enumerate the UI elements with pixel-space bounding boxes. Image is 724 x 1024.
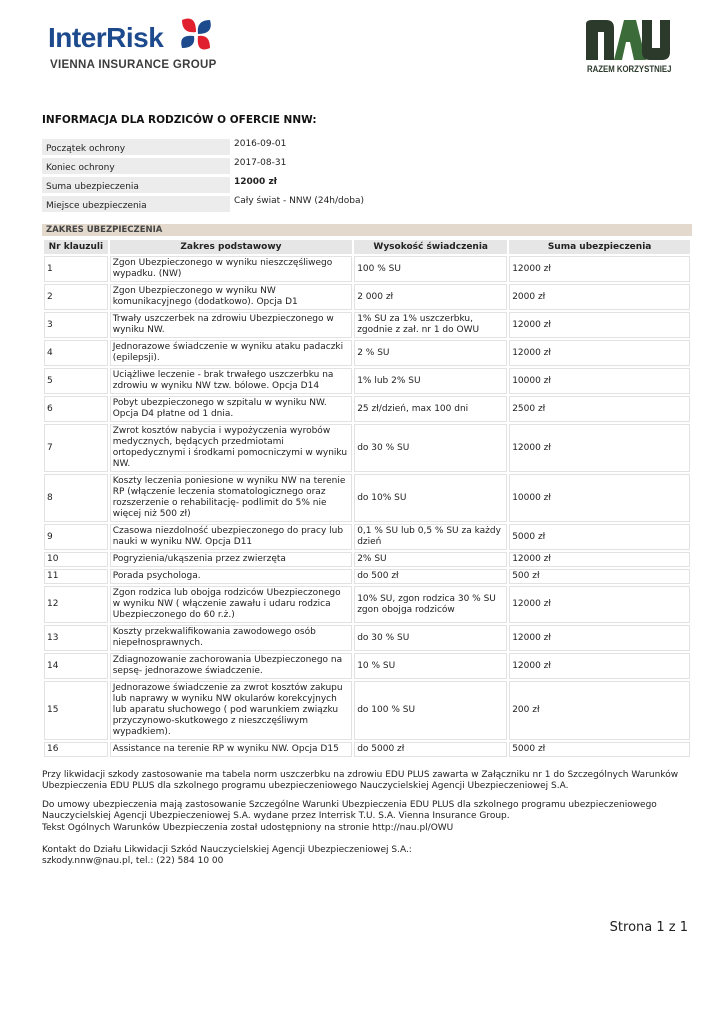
table-row [44, 569, 690, 584]
cell-benefit: 25 zł/dzień, max 100 dni [354, 396, 507, 422]
table-row [44, 284, 690, 310]
cell-nr: 1 [44, 256, 108, 282]
info-label: Miejsce ubezpieczenia [42, 196, 230, 212]
note-paragraph [42, 800, 692, 834]
info-row-sum [42, 175, 364, 194]
cell-benefit: 2 000 zł [354, 284, 507, 310]
info-label: Koniec ochrony [42, 158, 230, 174]
info-label: Początek ochrony [42, 139, 230, 155]
table-row [44, 742, 690, 757]
cell-nr: 5 [44, 368, 108, 394]
cell-sum: 12000 zł [509, 586, 690, 623]
cell-benefit: 10 % SU [354, 653, 507, 679]
column-header: Wysokość świadczenia [354, 240, 507, 254]
table-row [44, 625, 690, 651]
cell-nr: 2 [44, 284, 108, 310]
cell-benefit: do 5000 zł [354, 742, 507, 757]
cell-scope: Zwrot kosztów nabycia i wypożyczenia wyrobów medycznych, będących przedmiotami ortopedycznymi i środkami pomocniczymi w wyniku NW. [110, 424, 352, 472]
nau-logo-icon [584, 18, 672, 62]
cell-benefit: do 30 % SU [354, 424, 507, 472]
info-label: Suma ubezpieczenia [42, 177, 230, 193]
cell-scope: Zgon Ubezpieczonego w wyniku NW komunikacyjnego (dodatkowo). Opcja D1 [110, 284, 352, 310]
cell-scope: Zgon Ubezpieczonego w wyniku nieszczęśliwego wypadku. (NW) [110, 256, 352, 282]
contact-block [42, 845, 692, 868]
section-header: ZAKRES UBEZPIECZENIA [42, 224, 692, 236]
table-row [44, 474, 690, 522]
info-value: 2017-08-31 [234, 158, 287, 168]
interrisk-logo [46, 14, 216, 76]
cell-scope: Jednorazowe świadczenie za zwrot kosztów zakupu lub naprawy w wyniku NW okularów korekcyjnych lub aparatu słuchowego ( pod warunkiem związku przyczynowo-skutkowego z nieszczęśliwym wypadkiem). [110, 681, 352, 740]
interrisk-subtitle: VIENNA INSURANCE GROUP [50, 59, 217, 71]
cell-scope: Pogryzienia/ukąszenia przez zwierzęta [110, 552, 352, 567]
cell-sum: 5000 zł [509, 742, 690, 757]
cell-sum: 5000 zł [509, 524, 690, 550]
contact-title: Kontakt do Działu Likwidacji Szkód Nauczycielskiej Agencji Ubezpieczeniowej S.A.: [42, 845, 412, 856]
interrisk-brand: InterRisk [48, 22, 164, 53]
cell-nr: 12 [44, 586, 108, 623]
nau-tagline: RAZEM KORZYSTNIEJ [587, 64, 672, 75]
cell-sum: 10000 zł [509, 368, 690, 394]
cell-sum: 10000 zł [509, 474, 690, 522]
contact-details: szkody.nnw@nau.pl, tel.: (22) 584 10 00 [42, 856, 224, 867]
note-text: Tekst Ogólnych Warunków Ubezpieczenia został udostępniony na stronie http://nau.pl/OWU [42, 822, 454, 833]
info-row-place [42, 194, 364, 213]
cell-benefit: 1% SU za 1% uszczerbku, zgodnie z zał. nr 1 do OWU [354, 312, 507, 338]
note-paragraph: Przy likwidacji szkody zastosowanie ma tabela norm uszczerbku na zdrowiu EDU PLUS zawarta w Załączniku nr 1 do Szczególnych Warunków Ubezpieczenia EDU PLUS dla szkolnego programu ubezpieczeniowego Nauczycielskiej Agencji Ubezpieczeniowej S.A. [42, 770, 679, 792]
table-body [44, 256, 690, 757]
nau-logo [578, 18, 678, 80]
info-row-end [42, 156, 364, 175]
cell-scope: Koszty przekwalifikowania zawodowego osób niepełnosprawnych. [110, 625, 352, 651]
cell-nr: 7 [44, 424, 108, 472]
cell-sum: 12000 zł [509, 312, 690, 338]
notes [42, 770, 692, 875]
table-row [44, 424, 690, 472]
cell-nr: 10 [44, 552, 108, 567]
cell-scope: Jednorazowe świadczenie w wyniku ataku padaczki (epilepsji). [110, 340, 352, 366]
table-row [44, 524, 690, 550]
cell-benefit: 0,1 % SU lub 0,5 % SU za każdy dzień [354, 524, 507, 550]
cell-sum: 12000 zł [509, 625, 690, 651]
page-title: INFORMACJA DLA RODZICÓW O OFERCIE NNW: [42, 114, 317, 126]
cell-nr: 14 [44, 653, 108, 679]
cell-nr: 16 [44, 742, 108, 757]
cell-sum: 2500 zł [509, 396, 690, 422]
cell-benefit: 1% lub 2% SU [354, 368, 507, 394]
table-row [44, 368, 690, 394]
page-number: Strona 1 z 1 [609, 920, 688, 935]
cell-scope: Zdiagnozowanie zachorowania Ubezpieczonego na sepsę- jednorazowe świadczenie. [110, 653, 352, 679]
table-row [44, 653, 690, 679]
cell-nr: 3 [44, 312, 108, 338]
cell-nr: 15 [44, 681, 108, 740]
note-text: Do umowy ubezpieczenia mają zastosowanie Szczególne Warunki Ubezpieczenia EDU PLUS dla szkolnego programu ubezpieczeniowego Nauczycielskiej Agencji Ubezpieczeniowej S.A. wydane przez Interrisk T.U. S.A. Vienna Insurance Group. [42, 799, 657, 822]
info-value: Cały świat - NNW (24h/doba) [234, 196, 364, 206]
interrisk-flower-icon [176, 14, 216, 54]
column-header: Suma ubezpieczenia [509, 240, 690, 254]
cell-sum: 12000 zł [509, 256, 690, 282]
table-header-row [44, 240, 690, 254]
cell-scope: Zgon rodzica lub obojga rodziców Ubezpieczonego w wyniku NW ( włączenie zawału i udaru rodzica Ubezpieczonego do 60 r.ż.) [110, 586, 352, 623]
cell-scope: Pobyt ubezpieczonego w szpitalu w wyniku NW. Opcja D4 płatne od 1 dnia. [110, 396, 352, 422]
cell-benefit: do 500 zł [354, 569, 507, 584]
cell-sum: 500 zł [509, 569, 690, 584]
cell-sum: 12000 zł [509, 552, 690, 567]
cell-nr: 6 [44, 396, 108, 422]
cell-benefit: 100 % SU [354, 256, 507, 282]
cell-nr: 8 [44, 474, 108, 522]
policy-info [42, 137, 364, 213]
coverage-table [42, 238, 692, 759]
cell-sum: 12000 zł [509, 424, 690, 472]
cell-scope: Assistance na terenie RP w wyniku NW. Opcja D15 [110, 742, 352, 757]
cell-benefit: do 10% SU [354, 474, 507, 522]
cell-sum: 12000 zł [509, 653, 690, 679]
cell-nr: 11 [44, 569, 108, 584]
cell-scope: Porada psychologa. [110, 569, 352, 584]
info-value: 2016-09-01 [234, 139, 287, 149]
table-row [44, 552, 690, 567]
cell-scope: Uciążliwe leczenie - brak trwałego uszczerbku na zdrowiu w wyniku NW tzw. bólowe. Opcja D14 [110, 368, 352, 394]
table-row [44, 681, 690, 740]
info-value: 12000 zł [234, 177, 278, 187]
cell-benefit: 2% SU [354, 552, 507, 567]
table-row [44, 312, 690, 338]
cell-scope: Koszty leczenia poniesione w wyniku NW na terenie RP (włączenie leczenia stomatologicznego oraz rozszerzenie o rehabilitację- podlimit do 5% nie więcej niż 500 zł) [110, 474, 352, 522]
cell-benefit: 2 % SU [354, 340, 507, 366]
cell-sum: 2000 zł [509, 284, 690, 310]
cell-scope: Trwały uszczerbek na zdrowiu Ubezpieczonego w wyniku NW. [110, 312, 352, 338]
cell-nr: 9 [44, 524, 108, 550]
column-header: Nr klauzuli [44, 240, 108, 254]
cell-nr: 13 [44, 625, 108, 651]
table-row [44, 396, 690, 422]
cell-sum: 12000 zł [509, 340, 690, 366]
cell-benefit: do 30 % SU [354, 625, 507, 651]
cell-nr: 4 [44, 340, 108, 366]
column-header: Zakres podstawowy [110, 240, 352, 254]
table-row [44, 586, 690, 623]
cell-scope: Czasowa niezdolność ubezpieczonego do pracy lub nauki w wyniku NW. Opcja D11 [110, 524, 352, 550]
cell-benefit: 10% SU, zgon rodzica 30 % SU zgon obojga rodziców [354, 586, 507, 623]
cell-benefit: do 100 % SU [354, 681, 507, 740]
info-row-start [42, 137, 364, 156]
table-row [44, 340, 690, 366]
table-row [44, 256, 690, 282]
cell-sum: 200 zł [509, 681, 690, 740]
